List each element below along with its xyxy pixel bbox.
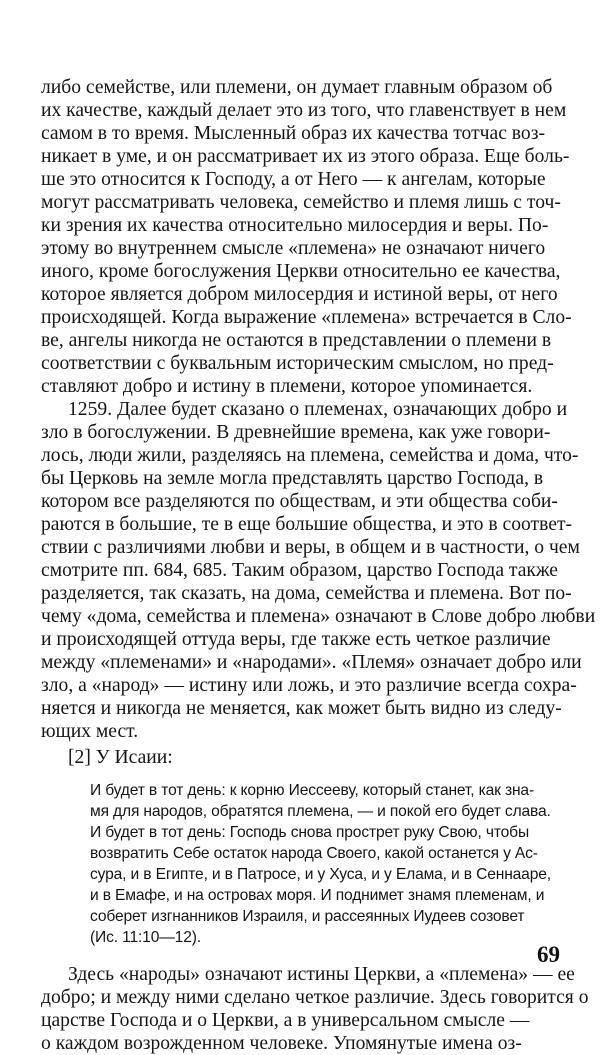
- text-line: Здесь «народы» означают истины Церкви, а «племена» — ее: [68, 964, 575, 985]
- quote-line: сура, и в Египте, и в Патросе, и у Хуса, и у Елама, и в Сеннааре,: [90, 866, 551, 883]
- text-line: о каждом возрожденном человеке. Упомянутые имена оз-: [41, 1033, 522, 1054]
- text-line: добро; и между ними сделано четкое различие. Здесь говорится о: [41, 987, 589, 1008]
- text-line: либо семействе, или племени, он думает главным образом об: [41, 77, 553, 98]
- text-line: этому во внутреннем смысле «племена» не означают ничего: [41, 238, 546, 259]
- text-line: могут рассматривать человека, семейство и племя лишь с точ-: [41, 192, 561, 213]
- text-line: чему «дома, семейства и племена» означают в Слове добро любви: [41, 606, 596, 627]
- text-line: бы Церковь на земле могла представлять царство Господа, в: [41, 468, 544, 489]
- text-line: 1259. Далее будет сказано о племенах, означающих добро и: [68, 399, 568, 420]
- text-line: ставляют добро и истину в племени, которое упоминается.: [41, 376, 533, 397]
- text-line: иного, кроме богослужения Церкви относительно ее качества,: [41, 261, 561, 282]
- text-line: разделяется, так сказать, на дома, семейства и племена. Вот по-: [41, 583, 572, 604]
- text-line: царстве Господа и о Церкви, а в универсальном смысле —: [41, 1010, 530, 1031]
- quote-line: И будет в тот день: к корню Иессееву, который станет, как зна-: [90, 782, 534, 799]
- quote-line: возвратить Себе остаток народа Своего, какой останется у Ас-: [90, 845, 538, 862]
- text-line: смотрите пп. 684, 685. Таким образом, царство Господа также: [41, 560, 558, 581]
- text-line: ки зрения их качества относительно милосердия и веры. По-: [41, 215, 549, 236]
- quote-line: соберет изгнанников Израиля, и рассеянных Иудеев созовет: [90, 908, 525, 925]
- text-line: ве, ангелы никогда не остаются в представлении о племени в: [41, 330, 552, 351]
- text-line: зло, а «народ» — истину или ложь, и это различие всегда сохра-: [41, 675, 577, 696]
- text-line: самом в то время. Мысленный образ их качества тотчас воз-: [41, 123, 545, 144]
- section-marker: [2] У Исаии:: [68, 747, 173, 768]
- quote-line: И будет в тот день: Господь снова прострет руку Свою, чтобы: [90, 824, 529, 841]
- text-line: никает в уме, и он рассматривает их из этого образа. Еще боль-: [41, 146, 570, 167]
- quote-line: мя для народов, обратятся племена, — и покой его будет слава.: [90, 803, 551, 820]
- text-line: лось, люди жили, разделяясь на племена, семейства и дома, что-: [41, 445, 579, 466]
- text-line: зло в богослужении. В древнейшие времена, как уже говори-: [41, 422, 551, 443]
- page-number: 69: [537, 942, 560, 967]
- text-line: котором все разделяются по обществам, и эти общества соби-: [41, 491, 558, 512]
- text-line: соответствии с буквальным историческим смыслом, но пред-: [41, 353, 554, 374]
- text-line: няется и никогда не меняется, как может быть видно из следу-: [41, 698, 562, 719]
- text-line: раются в большие, те в еще большие общества, и это в соответ-: [41, 514, 573, 535]
- text-line: происходящей. Когда выражение «племена» встречается в Сло-: [41, 307, 572, 328]
- text-line: их качестве, каждый делает это из того, что главенствует в нем: [41, 100, 567, 121]
- text-line: между «племенами» и «народами». «Племя» означает добро или: [41, 652, 582, 673]
- text-line: ше это относится к Господу, а от Него — к ангелам, которые: [41, 169, 546, 190]
- text-line: ствии с различиями любви и веры, в общем и в частности, о чем: [41, 537, 580, 558]
- quote-line: (Ис. 11:10—12).: [90, 929, 201, 946]
- text-line: и происходящей оттуда веры, где также есть четкое различие: [41, 629, 551, 650]
- text-line: которое является добром милосердия и истиной веры, от него: [41, 284, 558, 305]
- text-line: ющих мест.: [41, 721, 139, 742]
- quote-line: и в Емафе, и на островах моря. И поднимет знамя племенам, и: [90, 887, 545, 904]
